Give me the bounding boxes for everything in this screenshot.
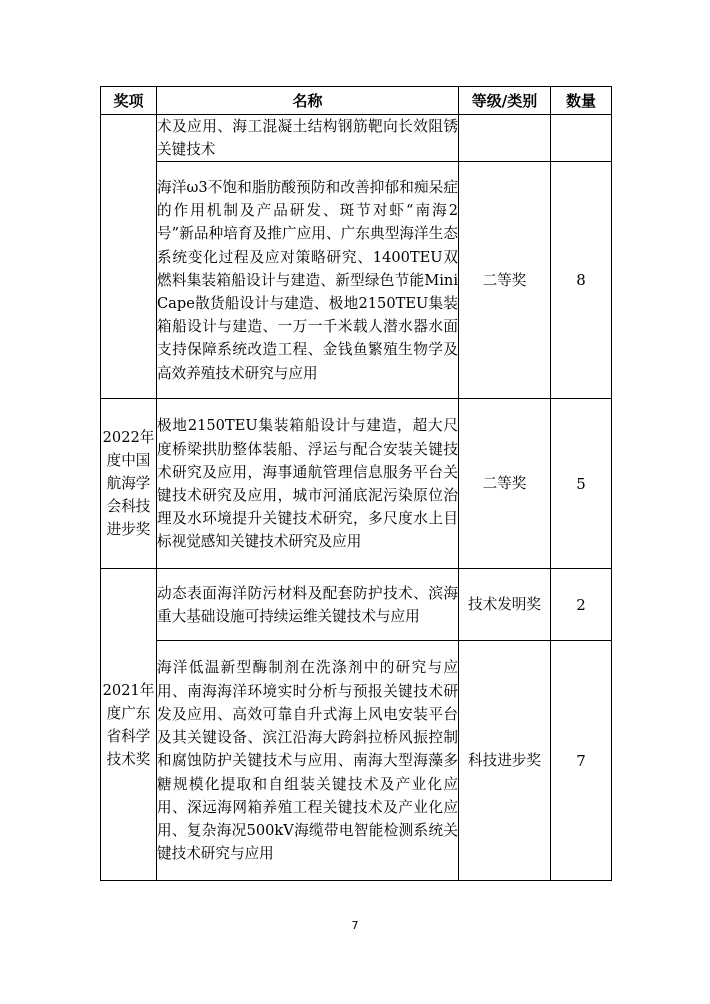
table-row [101, 569, 612, 641]
table-row [101, 641, 612, 881]
award-name: 术及应用、海工混凝土结构钢筋靶向长效阻锈关键技术 [157, 115, 459, 162]
award-grade [459, 115, 551, 162]
award-grade: 技术发明奖 [459, 569, 551, 641]
award-name: 海洋低温新型酶制剂在洗涤剂中的研究与应用、南海海洋环境实时分析与预报关键技术研发及应用、高效可靠自升式海上风电安装平台及其关键设备、滨江沿海大跨斜拉桥风振控制和腐蚀防护关键技术与应用、南海大型海藻多糖规模化提取和自组装关键技术及产业化应用、深远海网箱养殖工程关键技术及产业化应用、复杂海况500kV海缆带电智能检测系统关键技术研究与应用 [157, 641, 459, 881]
header-count: 数量 [551, 87, 612, 115]
award-grade: 二等奖 [459, 162, 551, 399]
award-count: 5 [551, 399, 612, 569]
award-count: 7 [551, 641, 612, 881]
award-count: 2 [551, 569, 612, 641]
award-name: 极地2150TEU集装箱船设计与建造，超大尺度桥梁拱肋整体装船、浮运与配合安装关键技术研究及应用，海事通航管理信息服务平台关键技术研究及应用，城市河涌底泥污染原位治理及水环境提升关键技术研究，多尺度水上目标视觉感知关键技术研究及应用 [157, 399, 459, 569]
header-grade: 等级/类别 [459, 87, 551, 115]
award-category-2021: 2021年度广东省科学技术奖 [101, 569, 157, 881]
award-grade: 科技进步奖 [459, 641, 551, 881]
award-grade: 二等奖 [459, 399, 551, 569]
award-count: 8 [551, 162, 612, 399]
award-count [551, 115, 612, 162]
page-number: 7 [351, 919, 359, 932]
header-award: 奖项 [101, 87, 157, 115]
table-row [101, 115, 612, 162]
header-name: 名称 [157, 87, 459, 115]
table-header-row [101, 87, 612, 115]
table-row [101, 399, 612, 569]
award-name: 海洋ω3不饱和脂肪酸预防和改善抑郁和痴呆症的作用机制及产品研发、斑节对虾“南海2号”新品种培育及推广应用、广东典型海洋生态系统变化过程及应对策略研究、1400TEU双燃料集装箱船设计与建造、新型绿色节能Mini Cape散货船设计与建造、极地2150TEU集装箱船设计与建造、一万一千米载人潜水器水面支持保障系统改造工程、金钱鱼繁殖生物学及高效养殖技术研究与应用 [157, 162, 459, 399]
award-cell-continued [101, 115, 157, 399]
award-category-2022: 2022年度中国航海学会科技进步奖 [101, 399, 157, 569]
awards-table [100, 86, 612, 881]
award-name: 动态表面海洋防污材料及配套防护技术、滨海重大基础设施可持续运维关键技术与应用 [157, 569, 459, 641]
table-row [101, 162, 612, 399]
